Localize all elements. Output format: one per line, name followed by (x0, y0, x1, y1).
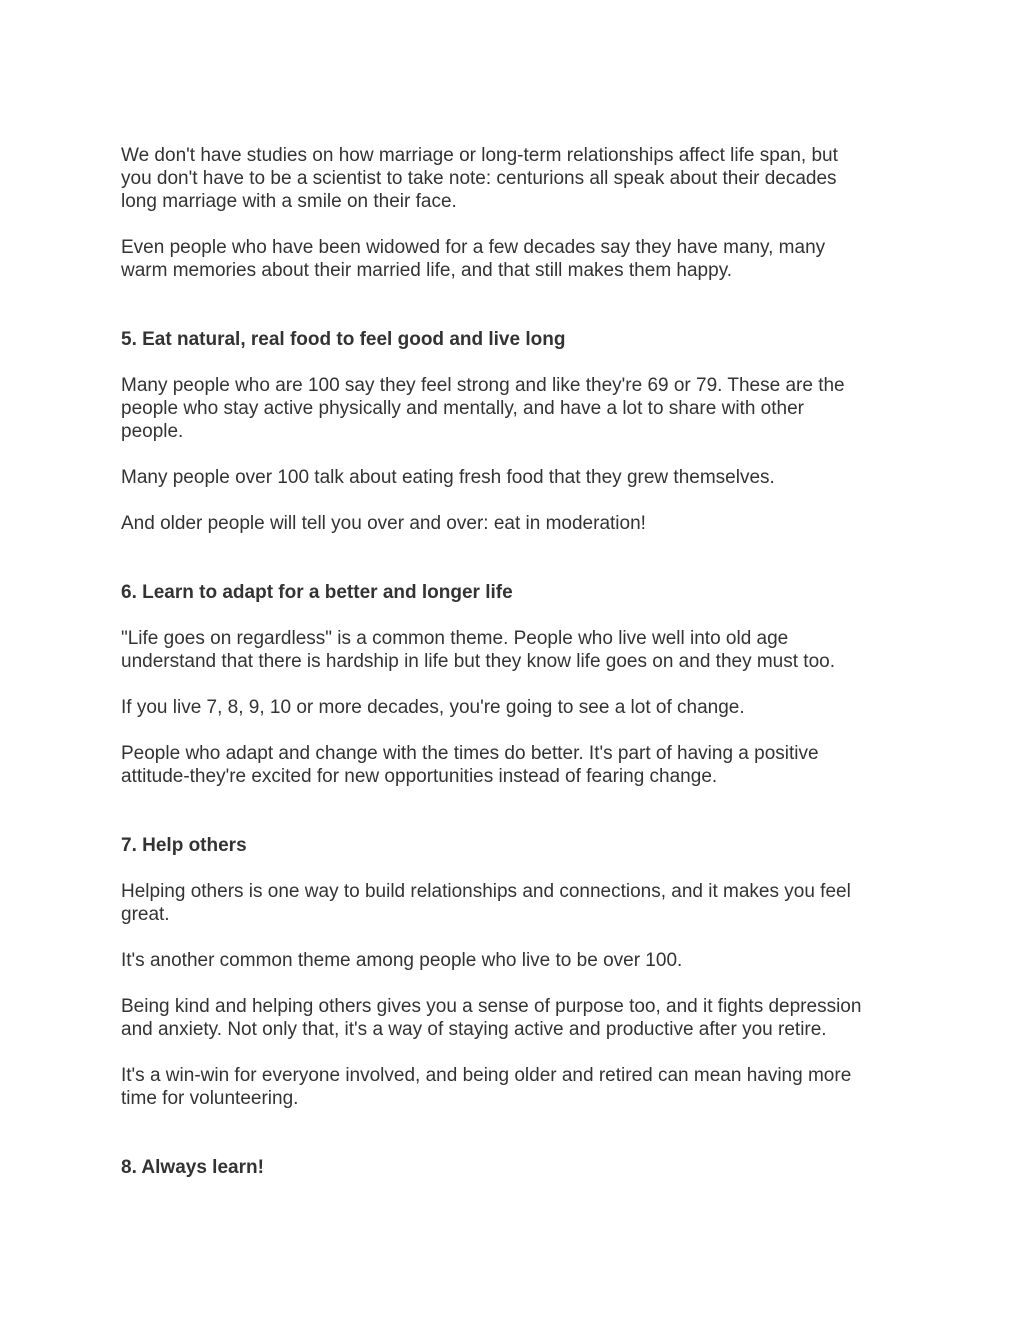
section-7-paragraph-3: Being kind and helping others gives you a sense of purpose too, and it fights depression and anxiety. Not only that, it's a way of staying active and productive after you retire. (121, 996, 862, 1040)
intro-paragraph-1: We don't have studies on how marriage or long-term relationships affect life span, but you don't have to be a scientist to take note: centurions all speak about their decades long marriage with a smile on their face. (121, 145, 838, 212)
document-page (121, 144, 911, 1202)
section-5-paragraph-1: Many people who are 100 say they feel strong and like they're 69 or 79. These are the people who stay active physically and mentally, and have a lot to share with other people. (121, 375, 845, 442)
section-5-paragraph-3: And older people will tell you over and over: eat in moderation! (121, 513, 646, 534)
section-spacer (121, 811, 911, 834)
section-7-paragraph-2: It's another common theme among people who live to be over 100. (121, 950, 683, 971)
section-8-heading: 8. Always learn! (121, 1157, 264, 1178)
section-spacer (121, 1133, 911, 1156)
section-spacer (121, 305, 911, 328)
section-6-paragraph-2: If you live 7, 8, 9, 10 or more decades, you're going to see a lot of change. (121, 697, 745, 718)
section-7-heading: 7. Help others (121, 835, 247, 856)
intro-paragraph-2: Even people who have been widowed for a few decades say they have many, many warm memories about their married life, and that still makes them happy. (121, 237, 826, 281)
section-5-heading: 5. Eat natural, real food to feel good and live long (121, 329, 566, 350)
section-spacer (121, 558, 911, 581)
section-6-paragraph-3: People who adapt and change with the times do better. It's part of having a positive attitude-they're excited for new opportunities instead of fearing change. (121, 743, 819, 787)
section-7-paragraph-4: It's a win-win for everyone involved, and being older and retired can mean having more time for volunteering. (121, 1065, 852, 1109)
section-5-paragraph-2: Many people over 100 talk about eating fresh food that they grew themselves. (121, 467, 775, 488)
section-6-heading: 6. Learn to adapt for a better and longer life (121, 582, 513, 603)
section-7-paragraph-1: Helping others is one way to build relationships and connections, and it makes you feel great. (121, 881, 851, 925)
section-6-paragraph-1: "Life goes on regardless" is a common theme. People who live well into old age understand that there is hardship in life but they know life goes on and they must too. (121, 628, 835, 672)
